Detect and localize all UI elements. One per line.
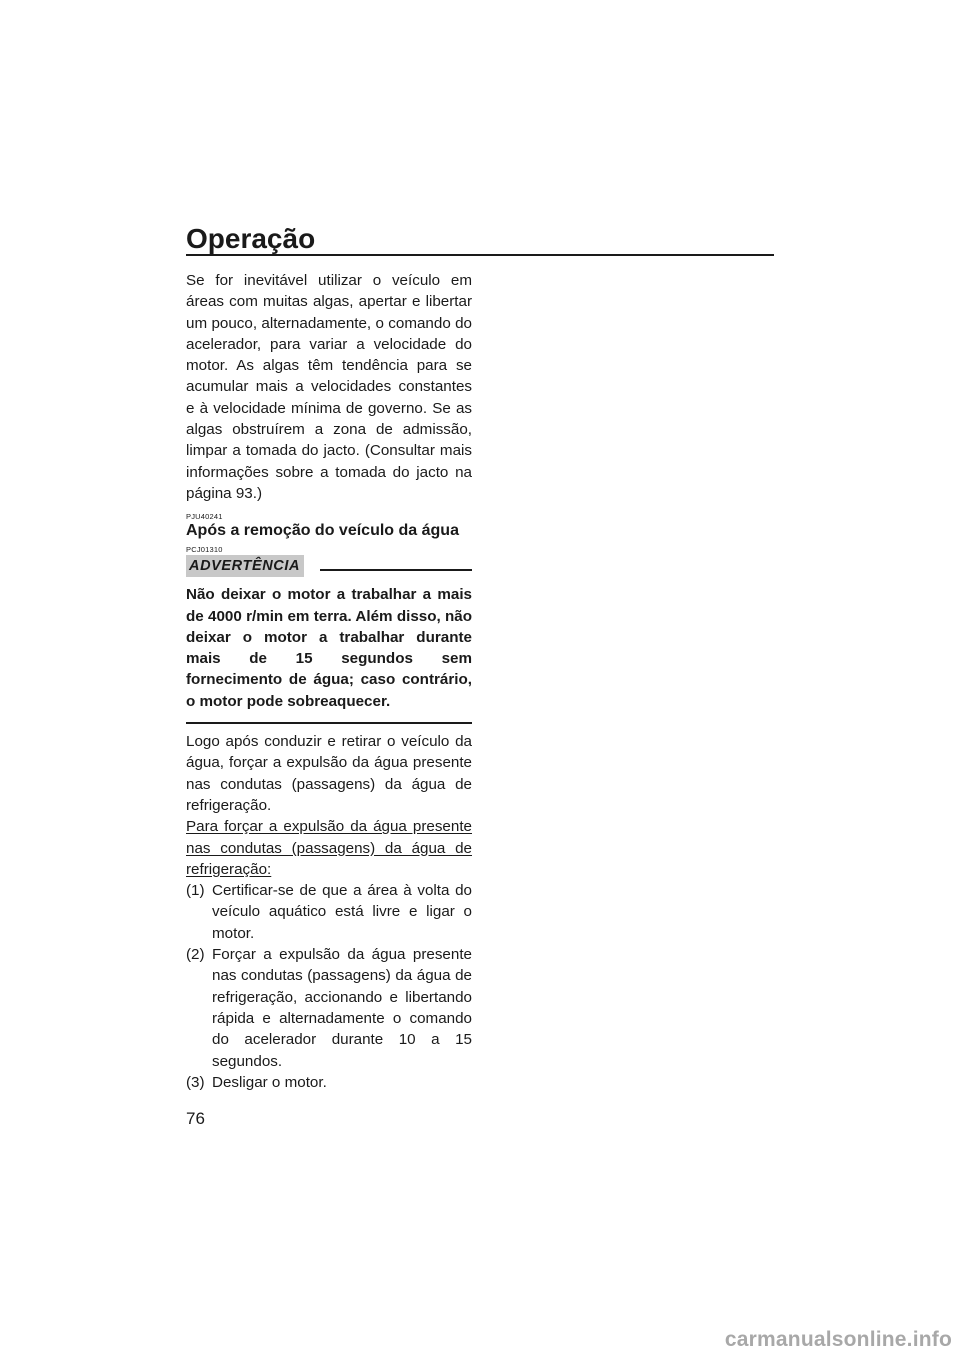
warning-text: Não deixar o motor a trabalhar a mais de 4000 r/min em terra. Além disso, não deixar o motor a trabalhar durante mais de 15 segundos sem fornecimento de água; caso contrário, o motor pode sobreaquecer. [186,586,472,710]
step-text: Forçar a expulsão da água presente nas condutas (passagens) da água de refrigeração, accionando e libertando rápida e alternadamente o comando do acelerador durante 10 a 15 segundos. [212,946,472,1070]
step-text: Desligar o motor. [212,1073,327,1091]
step-text: Certificar-se de que a área à volta do veículo aquático está livre e ligar o motor. [212,882,472,942]
step-number: (2) [186,946,205,964]
section-heading: Após a remoção do veículo da água [186,522,459,540]
warning-end-rule [186,722,472,724]
warning-label: ADVERTÊNCIA [186,555,304,577]
warning-rule [320,569,472,571]
page-header [186,222,774,256]
step-number: (1) [186,882,205,900]
page-title: Operação [186,223,316,254]
procedure-step [186,880,472,944]
warning-bar [186,554,472,578]
procedure-step [186,1072,472,1093]
section-code: PJU40241 [186,512,223,522]
watermark: carmanualsonline.info [724,1328,952,1351]
body-paragraph: Logo após conduzir e retirar o veículo da água, forçar a expulsão da água presente nas condutas (passagens) da água de refrigeração. [186,733,472,814]
procedure-step [186,944,472,1072]
procedure-steps [186,880,472,1093]
text-column [186,270,472,1093]
procedure-title: Para forçar a expulsão da água presente nas condutas (passagens) da água de refrigeração: [186,818,472,878]
warning-code: PCJ01310 [186,545,223,555]
page-number: 76 [186,1109,205,1128]
step-number: (3) [186,1073,205,1091]
intro-paragraph: Se for inevitável utilizar o veículo em áreas com muitas algas, apertar e libertar um pouco, alternadamente, o comando do acelerador, para variar a velocidade do motor. As algas têm tendência para se acumular mais a velocidades constantes e à velocidade mínima de governo. Se as algas obstruírem a zona de admissão, limpar a tomada do jacto. (Consultar mais informações sobre a tomada do jacto na página 93.) [186,272,472,502]
